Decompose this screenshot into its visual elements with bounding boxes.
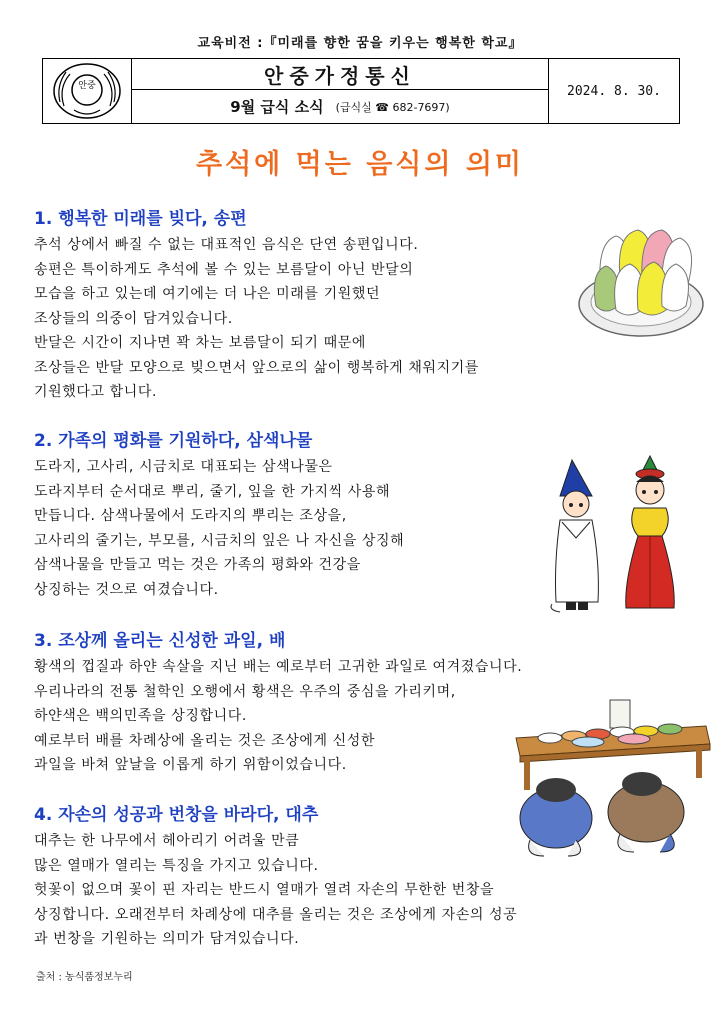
contact-info: (급식실 ☎ 682-7697) — [335, 100, 450, 114]
section-jujube — [34, 800, 517, 952]
section-songpyeon — [34, 204, 479, 405]
section-line: 많은 열매가 열리는 특징을 가지고 있습니다. — [34, 857, 319, 874]
education-vision: 교육비전 :『미래를 향한 꿈을 키우는 행복한 학교』 — [197, 36, 523, 51]
section-line: 송편은 특이하게도 추석에 볼 수 있는 보름달이 아닌 반달의 — [34, 261, 414, 278]
section-line: 헛꽃이 없으며 꽃이 핀 자리는 반드시 열매가 열려 자손의 무한한 번창을 — [34, 882, 495, 898]
page-title: 추석에 먹는 음식의 의미 — [195, 149, 525, 180]
issue-date: 2024. 8. 30. — [567, 83, 661, 99]
section-line: 상징합니다. 오래전부터 차례상에 대추를 올리는 것은 조상에게 자손의 성공 — [34, 906, 518, 923]
section-namul — [34, 426, 404, 602]
ancestral-table-illustration — [510, 694, 714, 864]
hanbok-children-illustration — [546, 452, 710, 616]
section-line: 모습을 하고 있는데 여기에는 더 나은 미래를 기원했던 — [34, 286, 381, 302]
school-emblem-icon — [52, 62, 122, 120]
newsletter-title: 안중가정통신 — [132, 59, 548, 90]
section-heading: 4. 자손의 성공과 번창을 바라다, 대추 — [34, 805, 319, 825]
section-heading: 1. 행복한 미래를 빚다, 송편 — [34, 209, 247, 229]
section-line: 상징하는 것으로 여겼습니다. — [34, 581, 219, 598]
newsletter-header — [42, 58, 680, 124]
section-pear — [34, 626, 522, 778]
section-line: 과 번창을 기원하는 의미가 담겨있습니다. — [34, 931, 300, 947]
songpyeon-plate-illustration — [576, 222, 706, 342]
section-line: 대추는 한 나무에서 헤아리기 어려울 만큼 — [34, 833, 300, 849]
header-title-cell — [132, 59, 549, 123]
section-line: 삼색나물을 만들고 먹는 것은 가족의 평화와 건강을 — [34, 557, 361, 573]
section-heading: 3. 조상께 올리는 신성한 과일, 배 — [34, 631, 286, 651]
school-logo-cell — [43, 59, 132, 123]
section-line: 만듭니다. 삼색나물에서 도라지의 뿌리는 조상을, — [34, 508, 347, 524]
newsletter-subtitle-row — [132, 90, 548, 123]
logo-text: 안중 — [78, 81, 96, 91]
section-line: 도라지부터 순서대로 뿌리, 줄기, 잎을 한 가지씩 사용해 — [34, 483, 391, 500]
section-line: 기원했다고 합니다. — [34, 384, 158, 400]
section-line: 우리나라의 전통 철학인 오행에서 황색은 우주의 중심을 가리키며, — [34, 683, 456, 700]
newsletter-subtitle: 9월 급식 소식 — [230, 98, 324, 116]
section-line: 조상들은 반달 모양으로 빚으면서 앞으로의 삶이 행복하게 채워지기를 — [34, 359, 479, 376]
section-line: 도라지, 고사리, 시금치로 대표되는 삼색나물은 — [34, 459, 333, 475]
section-line: 조상들의 의중이 담겨있습니다. — [34, 310, 233, 327]
source-credit: 출처 : 농식품정보누리 — [36, 972, 133, 983]
section-line: 반달은 시간이 지나면 꽉 차는 보름달이 되기 때문에 — [34, 335, 366, 351]
section-line: 황색의 껍질과 하얀 속살을 지닌 배는 예로부터 고귀한 과일로 여겨졌습니다. — [34, 659, 523, 675]
section-line: 과일을 바쳐 앞날을 이롭게 하기 위함이었습니다. — [34, 757, 347, 773]
section-line: 추석 상에서 빠질 수 없는 대표적인 음식은 단연 송편입니다. — [34, 237, 419, 253]
section-line: 하얀색은 백의민족을 상징합니다. — [34, 708, 247, 724]
section-line: 예로부터 배를 차례상에 올리는 것은 조상에게 신성한 — [34, 732, 376, 749]
section-line: 고사리의 줄기는, 부모를, 시금치의 잎은 나 자신을 상징해 — [34, 532, 405, 549]
section-heading: 2. 가족의 평화를 기원하다, 삼색나물 — [34, 431, 313, 451]
